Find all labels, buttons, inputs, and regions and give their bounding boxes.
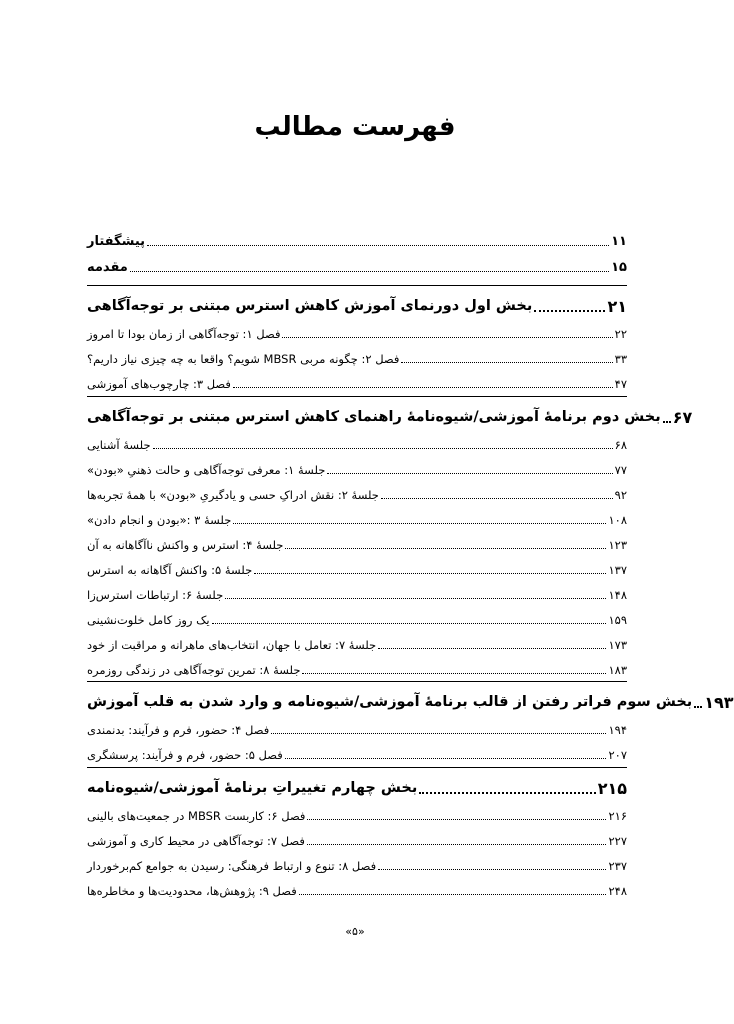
dot-leader (302, 673, 606, 674)
dot-leader (663, 421, 671, 423)
toc-page-number: ۲۱۵ (597, 779, 627, 798)
toc-section-part-1[interactable] (87, 294, 627, 316)
toc-page-number: ۲۱۶ (608, 809, 627, 823)
toc-entry[interactable] (87, 531, 627, 553)
toc-page-number: ۱۴۸ (608, 588, 627, 602)
toc-page-number: ۲۳۷ (608, 859, 627, 873)
dot-leader (694, 706, 702, 708)
toc-entry[interactable] (87, 320, 627, 342)
toc-section-label: بخش اول دورنمای آموزش کاهش استرس مبتنی بر توجه‌آگاهی (87, 298, 533, 314)
toc-entry[interactable] (87, 716, 627, 738)
toc-page-number: ۱۵۹ (608, 613, 627, 627)
toc-page-number: ۱۲۳ (608, 538, 627, 552)
dot-leader (327, 473, 612, 474)
toc-section-label: بخش چهارم تغییراتِ برنامهٔ آموزشی/شیوه‌نامه (87, 780, 418, 796)
dot-leader (233, 387, 613, 388)
toc-entry-foreword[interactable] (87, 228, 627, 250)
toc-entry-label: مقدمه (87, 260, 128, 275)
dot-leader (147, 245, 609, 246)
dot-leader (307, 819, 606, 820)
toc-entry-label: جلسهٔ آشنایی (87, 438, 151, 452)
toc-page-number: ۱۵ (611, 260, 627, 275)
toc-page-number: ۲۴۸ (608, 884, 627, 898)
dot-leader (212, 623, 607, 624)
dot-leader (534, 310, 605, 312)
toc-entry-label: جلسهٔ ۴: استرس و واکنش ناآگاهانه به آن (87, 538, 284, 552)
toc-entry-label: جلسهٔ ۱: معرفی توجه‌آگاهی و حالت ذهنیِ «بودن» (87, 463, 326, 477)
toc-entry-label: جلسهٔ ۷: تعامل با جهان، انتخاب‌های ماهرانه و مراقبت از خود (87, 638, 377, 652)
dot-leader (282, 337, 612, 338)
toc-entry[interactable] (87, 345, 627, 367)
toc-page-number: ۱۹۴ (608, 723, 627, 737)
dot-leader (271, 733, 606, 734)
toc-entry[interactable] (87, 741, 627, 763)
dot-leader (378, 648, 606, 649)
toc-entry[interactable] (87, 606, 627, 628)
toc-page-number: ۶۸ (614, 438, 627, 452)
toc-entry-label: فصل ۸: تنوع و ارتباط فرهنگی: رسیدن به جوامع کم‌برخوردار (87, 859, 377, 873)
toc-page-number: ۱۷۳ (608, 638, 627, 652)
section-divider (87, 767, 627, 768)
toc-entry[interactable] (87, 481, 627, 503)
toc-page-number: ۲۲ (614, 327, 627, 341)
toc-entry-label: جلسهٔ ۶: ارتباطات استرس‌زا (87, 588, 224, 602)
toc-entry[interactable] (87, 827, 627, 849)
dot-leader (285, 548, 606, 549)
toc-entry-label: فصل ۳: چارچوب‌های آموزشی (87, 377, 231, 391)
toc-entry-introduction[interactable] (87, 254, 627, 276)
toc-page-number: ۴۷ (614, 377, 627, 391)
toc-entry-label: جلسهٔ ۳ :«بودن و انجام دادن» (87, 513, 232, 527)
toc-entry[interactable] (87, 802, 627, 824)
toc-section-part-3[interactable] (87, 690, 734, 712)
toc-entry-label: جلسهٔ ۲: نقش ادراکِ حسی و یادگیریِ «بودن» با همهٔ تجربه‌ها (87, 488, 379, 502)
dot-leader (378, 869, 606, 870)
toc-page-number: ۲۰۷ (608, 748, 627, 762)
toc-page-number: ۳۳ (614, 352, 627, 366)
toc-entry-label: فصل ۷: توجه‌آگاهی در محیط کاری و آموزشی (87, 834, 305, 848)
toc-page-number: ۱۸۳ (608, 663, 627, 677)
toc-entry-label: فصل ۱: توجه‌آگاهی از زمان بودا تا امروز (87, 327, 281, 341)
dot-leader (130, 271, 609, 272)
toc-entry[interactable] (87, 431, 627, 453)
dot-leader (153, 448, 613, 449)
dot-leader (419, 792, 595, 794)
toc-entry-label: فصل ۵: حضور، فرم و فرآیند: پرسشگری (87, 748, 283, 762)
toc-entry[interactable] (87, 852, 627, 874)
dot-leader (381, 498, 613, 499)
toc-section-label: بخش دوم برنامهٔ آموزشی/شیوه‌نامهٔ راهنمای کاهش استرس مبتنی بر توجه‌آگاهی (87, 409, 661, 425)
toc-page-number: ۲۲۷ (608, 834, 627, 848)
toc-page-number: ۱۱ (611, 234, 627, 249)
toc-entry[interactable] (87, 877, 627, 899)
toc-section-part-2[interactable] (87, 405, 693, 427)
toc-entry-label: پیشگفتار (87, 234, 146, 249)
toc-entry-label: جلسهٔ ۵: واکنش آگاهانه به استرس (87, 563, 253, 577)
dot-leader (225, 598, 606, 599)
dot-leader (307, 844, 607, 845)
dot-leader (233, 523, 606, 524)
toc-section-part-4[interactable] (87, 776, 627, 798)
toc-entry-label: جلسهٔ ۸: تمرین توجه‌آگاهی در زندگی روزمره (87, 663, 301, 677)
section-divider (87, 681, 627, 682)
dot-leader (285, 758, 607, 759)
section-divider (87, 285, 627, 286)
toc-page-number: ۶۷ (672, 408, 693, 427)
toc-entry-label: فصل ۶: کاربست MBSR در جمعیت‌های بالینی (87, 809, 306, 823)
toc-entry-label: فصل ۴: حضور، فرم و فرآیند: بدنمندی (87, 723, 270, 737)
toc-page-number: ۲۱ (607, 297, 627, 316)
toc-page-number: ۱۳۷ (608, 563, 627, 577)
dot-leader (254, 573, 606, 574)
toc-entry[interactable] (87, 581, 627, 603)
toc-page-number: ۱۰۸ (608, 513, 627, 527)
toc-entry[interactable] (87, 506, 627, 528)
toc-entry[interactable] (87, 656, 627, 678)
page-title: فهرست مطالب (254, 112, 456, 142)
section-divider (87, 396, 627, 397)
toc-page-number: ۱۹۳ (704, 693, 734, 712)
dot-leader (401, 362, 612, 363)
toc-entry[interactable] (87, 631, 627, 653)
toc-entry[interactable] (87, 370, 627, 392)
dot-leader (299, 894, 607, 895)
toc-section-label: بخش سوم فراتر رفتن از قالب برنامهٔ آموزشی/شیوه‌نامه و وارد شدن به قلب آموزش (87, 694, 693, 710)
toc-entry-label: فصل ۲: چگونه مربی MBSR شویم؟ واقعا به چه چیزی نیاز داریم؟ (87, 352, 400, 366)
toc-entry-label: یک روز کامل خلوت‌نشینی (87, 613, 210, 627)
page-number-footer: «۵» (345, 925, 365, 938)
toc-page-number: ۹۲ (614, 488, 627, 502)
toc-entry-label: فصل ۹: پژوهش‌ها، محدودیت‌ها و مخاطره‌ها (87, 884, 297, 898)
toc-entry[interactable] (87, 456, 627, 478)
toc-page-number: ۷۷ (614, 463, 627, 477)
toc-entry[interactable] (87, 556, 627, 578)
